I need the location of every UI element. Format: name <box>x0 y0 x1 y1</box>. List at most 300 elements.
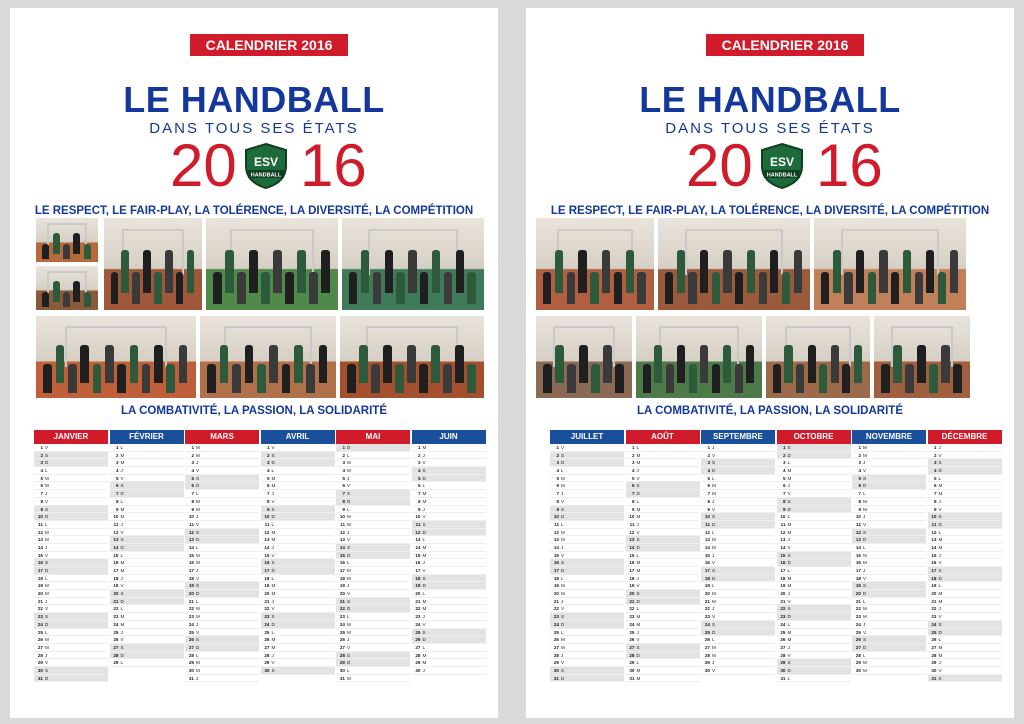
day-row: 3 D <box>261 459 335 467</box>
day-row: 26 S <box>185 636 259 644</box>
day-row: 16 M <box>626 559 700 567</box>
day-row: 16 S <box>550 559 624 567</box>
month-name: OCTOBRE <box>777 430 851 444</box>
day-row: 8 L <box>110 498 184 506</box>
day-row: 28 L <box>185 652 259 660</box>
day-row: 31 D <box>550 675 624 683</box>
day-row: 8 D <box>336 498 410 506</box>
day-row: 15 L <box>626 552 700 560</box>
day-row: 1 V <box>550 444 624 452</box>
year-digits-last: 16 <box>816 132 883 199</box>
day-row: 14 M <box>928 544 1002 552</box>
day-row: 5 V <box>626 475 700 483</box>
day-row: 20 M <box>261 590 335 598</box>
day-row: 15 V <box>261 552 335 560</box>
day-row: 14 M <box>701 544 775 552</box>
day-row: 9 V <box>928 506 1002 514</box>
day-row: 11 M <box>336 521 410 529</box>
day-row: 8 V <box>261 498 335 506</box>
day-row: 17 M <box>110 567 184 575</box>
calendar-title: LE HANDBALL <box>123 79 385 120</box>
day-row: 3 S <box>701 459 775 467</box>
day-row: 23 S <box>550 613 624 621</box>
day-row: 22 V <box>261 605 335 613</box>
month-name: DÉCEMBRE <box>928 430 1002 444</box>
day-row: 17 D <box>34 567 108 575</box>
month-name: AOÛT <box>626 430 700 444</box>
day-row: 6 D <box>852 482 926 490</box>
day-row: 19 M <box>777 582 851 590</box>
day-row: 3 V <box>412 459 486 467</box>
day-row: 4 J <box>626 467 700 475</box>
day-row: 20 M <box>701 590 775 598</box>
day-row: 7 J <box>261 490 335 498</box>
day-row: 18 M <box>336 575 410 583</box>
calendar-page-first-half <box>10 8 498 718</box>
day-row: 16 L <box>336 559 410 567</box>
day-row: 27 M <box>928 644 1002 652</box>
day-row: 13 S <box>626 536 700 544</box>
day-row: 7 M <box>412 490 486 498</box>
year-digits-first: 20 <box>170 132 237 199</box>
day-row: 12 S <box>852 529 926 537</box>
day-row: 20 S <box>110 590 184 598</box>
month-column <box>110 430 184 694</box>
day-row: 15 V <box>34 552 108 560</box>
day-row: 26 L <box>701 636 775 644</box>
day-row: 12 D <box>412 529 486 537</box>
day-row: 30 M <box>185 667 259 675</box>
team-photo <box>766 316 870 398</box>
day-row: 15 M <box>185 552 259 560</box>
day-row: 22 D <box>336 605 410 613</box>
team-photo <box>536 218 654 310</box>
day-row: 21 L <box>185 598 259 606</box>
day-row: 26 J <box>336 636 410 644</box>
day-row: 26 M <box>777 636 851 644</box>
month-column <box>928 430 1002 694</box>
day-row: 22 V <box>550 605 624 613</box>
day-row: 16 M <box>852 559 926 567</box>
day-row: 16 V <box>701 559 775 567</box>
day-row: 21 S <box>336 598 410 606</box>
day-row: 4 D <box>701 467 775 475</box>
day-row: 18 L <box>34 575 108 583</box>
day-row: 21 M <box>412 598 486 606</box>
day-row: 29 M <box>185 659 259 667</box>
day-row: 9 S <box>550 506 624 514</box>
team-photo <box>104 218 202 310</box>
day-row: 6 M <box>701 482 775 490</box>
day-row: 16 D <box>777 559 851 567</box>
day-row: 1 L <box>110 444 184 452</box>
day-row: 23 L <box>336 613 410 621</box>
months-grid <box>550 430 1002 694</box>
day-row: 22 V <box>34 605 108 613</box>
day-row: 29 J <box>928 659 1002 667</box>
day-row: 4 L <box>34 467 108 475</box>
day-row: 4 L <box>550 467 624 475</box>
day-row: 18 D <box>701 575 775 583</box>
day-row: 11 L <box>34 521 108 529</box>
day-row: 21 M <box>701 598 775 606</box>
day-row: 28 M <box>701 652 775 660</box>
day-row: 27 J <box>777 644 851 652</box>
day-row: 28 J <box>261 652 335 660</box>
day-row: 23 D <box>777 613 851 621</box>
day-row: 10 D <box>34 513 108 521</box>
day-row: 20 J <box>777 590 851 598</box>
team-photo <box>36 218 98 262</box>
day-row: 8 M <box>412 498 486 506</box>
day-row: 26 D <box>412 636 486 644</box>
day-row: 13 M <box>701 536 775 544</box>
day-row: 31 M <box>336 675 410 683</box>
day-row: 10 D <box>261 513 335 521</box>
day-row: 19 S <box>185 582 259 590</box>
day-row: 5 L <box>701 475 775 483</box>
day-row: 5 M <box>34 475 108 483</box>
day-row: 9 S <box>34 506 108 514</box>
day-row: 9 L <box>336 506 410 514</box>
day-row: 14 M <box>412 544 486 552</box>
day-row: 25 D <box>928 629 1002 637</box>
day-row: 22 M <box>185 605 259 613</box>
day-row: 26 S <box>852 636 926 644</box>
day-row: 14 D <box>110 544 184 552</box>
day-row: 26 V <box>110 636 184 644</box>
day-row: 30 J <box>412 667 486 675</box>
day-row: 2 S <box>34 452 108 460</box>
day-row: 10 M <box>336 513 410 521</box>
day-row: 29 M <box>852 659 926 667</box>
day-row: 29 M <box>412 659 486 667</box>
day-row: 16 S <box>261 559 335 567</box>
day-row: 27 V <box>336 644 410 652</box>
month-column <box>852 430 926 694</box>
day-row: 19 L <box>701 582 775 590</box>
day-row: 7 J <box>34 490 108 498</box>
day-row: 21 J <box>34 598 108 606</box>
day-row: 4 M <box>777 467 851 475</box>
day-row: 27 M <box>701 644 775 652</box>
day-row: 17 J <box>852 567 926 575</box>
day-row: 30 S <box>550 667 624 675</box>
day-row: 11 J <box>626 521 700 529</box>
day-row: 20 M <box>550 590 624 598</box>
day-row: 7 D <box>110 490 184 498</box>
day-row: 6 S <box>110 482 184 490</box>
logo-band-text: HANDBALL <box>766 172 798 179</box>
day-row: 20 L <box>412 590 486 598</box>
day-row: 31 M <box>626 675 700 683</box>
day-row: 14 V <box>777 544 851 552</box>
day-row: 17 M <box>626 567 700 575</box>
day-row: 12 S <box>185 529 259 537</box>
day-row: 10 S <box>701 513 775 521</box>
day-row: 30 D <box>777 667 851 675</box>
day-row: 7 M <box>928 490 1002 498</box>
day-row: 15 L <box>110 552 184 560</box>
day-row: 14 J <box>261 544 335 552</box>
team-photo <box>636 316 762 398</box>
day-row: 6 V <box>336 482 410 490</box>
day-row: 9 M <box>626 506 700 514</box>
day-row: 3 L <box>777 459 851 467</box>
day-row: 1 M <box>412 444 486 452</box>
month-column <box>626 430 700 694</box>
team-photo <box>814 218 966 310</box>
day-row: 8 V <box>550 498 624 506</box>
day-row: 4 L <box>261 467 335 475</box>
month-column <box>777 430 851 694</box>
day-row: 4 J <box>110 467 184 475</box>
month-name: NOVEMBRE <box>852 430 926 444</box>
day-row: 1 S <box>777 444 851 452</box>
day-row: 29 V <box>34 659 108 667</box>
day-row: 3 M <box>336 459 410 467</box>
day-row: 7 J <box>550 490 624 498</box>
day-row: 23 J <box>412 613 486 621</box>
club-shield-logo <box>758 142 806 190</box>
day-row: 7 L <box>185 490 259 498</box>
day-row: 10 D <box>550 513 624 521</box>
values-line-top: LE RESPECT, LE FAIR-PLAY, LA TOLÉRENCE, LA DIVERSITÉ, LA COMPÉTITION <box>550 205 990 217</box>
day-row: 19 J <box>336 582 410 590</box>
month-name: JUILLET <box>550 430 624 444</box>
calendar-badge: CALENDRIER 2016 <box>190 34 348 56</box>
day-row: 29 S <box>777 659 851 667</box>
day-row: 14 J <box>550 544 624 552</box>
month-column <box>336 430 410 694</box>
day-row: 20 D <box>185 590 259 598</box>
day-row: 13 V <box>336 536 410 544</box>
day-row: 23 M <box>110 613 184 621</box>
day-row: 4 V <box>185 467 259 475</box>
month-name: JUIN <box>412 430 486 444</box>
day-row: 24 M <box>336 621 410 629</box>
logo-band-text: HANDBALL <box>250 172 282 179</box>
day-row: 20 M <box>34 590 108 598</box>
day-row: 1 D <box>336 444 410 452</box>
day-row: 6 M <box>928 482 1002 490</box>
month-name: SEPTEMBRE <box>701 430 775 444</box>
month-name: JANVIER <box>34 430 108 444</box>
day-row: 27 M <box>261 644 335 652</box>
day-row: 22 L <box>626 605 700 613</box>
day-row: 16 M <box>185 559 259 567</box>
day-row: 13 M <box>34 536 108 544</box>
day-row: 12 M <box>34 529 108 537</box>
day-row: 4 M <box>336 467 410 475</box>
day-row: 31 D <box>34 675 108 683</box>
day-row: 21 J <box>550 598 624 606</box>
day-row: 17 L <box>777 567 851 575</box>
day-row: 3 J <box>852 459 926 467</box>
day-row: 8 J <box>701 498 775 506</box>
day-row: 1 J <box>928 444 1002 452</box>
day-row: 15 M <box>852 552 926 560</box>
day-row: 19 D <box>412 582 486 590</box>
day-row: 10 M <box>110 513 184 521</box>
day-row: 2 M <box>626 452 700 460</box>
team-photo <box>874 316 970 398</box>
day-row: 3 M <box>110 459 184 467</box>
day-row: 16 V <box>928 559 1002 567</box>
day-row: 22 J <box>701 605 775 613</box>
day-row: 14 S <box>336 544 410 552</box>
day-row: 15 D <box>336 552 410 560</box>
calendar-subtitle: DANS TOUS SES ÉTATS <box>665 120 875 137</box>
day-row: 27 M <box>550 644 624 652</box>
day-row: 2 J <box>412 452 486 460</box>
values-line-top: LE RESPECT, LE FAIR-PLAY, LA TOLÉRENCE, LA DIVERSITÉ, LA COMPÉTITION <box>34 205 474 217</box>
day-row: 1 M <box>852 444 926 452</box>
calendar-badge: CALENDRIER 2016 <box>706 34 864 56</box>
day-row: 25 L <box>34 629 108 637</box>
day-row: 21 L <box>852 598 926 606</box>
day-row: 22 M <box>852 605 926 613</box>
day-row: 28 J <box>34 652 108 660</box>
day-row: 13 S <box>110 536 184 544</box>
day-row: 22 M <box>412 605 486 613</box>
day-row: 8 M <box>185 498 259 506</box>
day-row: 12 L <box>701 529 775 537</box>
day-row: 3 D <box>550 459 624 467</box>
day-row: 13 M <box>928 536 1002 544</box>
day-row: 25 V <box>852 629 926 637</box>
day-row: 23 M <box>626 613 700 621</box>
day-row: 23 M <box>852 613 926 621</box>
day-row: 30 V <box>928 667 1002 675</box>
day-row: 25 L <box>261 629 335 637</box>
day-row: 16 J <box>412 559 486 567</box>
day-row: 31 L <box>777 675 851 683</box>
day-row: 10 M <box>626 513 700 521</box>
day-row: 2 D <box>777 452 851 460</box>
calendar-title: LE HANDBALL <box>639 79 901 120</box>
month-column <box>412 430 486 694</box>
day-row: 22 L <box>110 605 184 613</box>
day-row: 9 M <box>852 506 926 514</box>
day-row: 3 J <box>185 459 259 467</box>
day-row: 28 D <box>110 652 184 660</box>
values-line-bottom: LA COMBATIVITÉ, LA PASSION, LA SOLIDARITÉ <box>121 405 387 417</box>
day-row: 17 D <box>550 567 624 575</box>
day-row: 23 V <box>928 613 1002 621</box>
day-row: 28 D <box>626 652 700 660</box>
day-row: 1 J <box>701 444 775 452</box>
day-row: 26 V <box>626 636 700 644</box>
day-row: 25 L <box>550 629 624 637</box>
club-shield-logo <box>242 142 290 190</box>
month-name: AVRIL <box>261 430 335 444</box>
day-row: 27 S <box>110 644 184 652</box>
day-row: 21 V <box>777 598 851 606</box>
day-row: 6 L <box>412 482 486 490</box>
day-row: 24 M <box>110 621 184 629</box>
day-row: 21 D <box>110 598 184 606</box>
day-row: 23 V <box>701 613 775 621</box>
months-grid <box>34 430 486 694</box>
day-row: 16 M <box>110 559 184 567</box>
day-row: 7 M <box>701 490 775 498</box>
day-row: 12 V <box>110 529 184 537</box>
day-row: 27 S <box>626 644 700 652</box>
day-row: 24 S <box>928 621 1002 629</box>
day-row: 11 J <box>110 521 184 529</box>
day-row: 9 J <box>412 506 486 514</box>
day-row: 11 D <box>701 521 775 529</box>
day-row: 19 L <box>928 582 1002 590</box>
day-row: 1 L <box>626 444 700 452</box>
day-row: 26 M <box>261 636 335 644</box>
day-row: 5 L <box>928 475 1002 483</box>
day-row: 24 D <box>34 621 108 629</box>
day-row: 29 V <box>550 659 624 667</box>
day-row: 18 L <box>550 575 624 583</box>
day-row: 11 V <box>185 521 259 529</box>
day-row: 28 M <box>928 652 1002 660</box>
day-row: 25 M <box>777 629 851 637</box>
day-row: 9 S <box>261 506 335 514</box>
day-row: 12 V <box>626 529 700 537</box>
day-row: 19 V <box>626 582 700 590</box>
day-row: 24 V <box>412 621 486 629</box>
day-row: 8 L <box>626 498 700 506</box>
day-row: 18 J <box>626 575 700 583</box>
day-row: 15 J <box>701 552 775 560</box>
day-row: 2 V <box>701 452 775 460</box>
day-row: 9 V <box>701 506 775 514</box>
day-row: 25 D <box>701 629 775 637</box>
day-row: 29 D <box>336 659 410 667</box>
day-row: 3 M <box>626 459 700 467</box>
day-row: 25 J <box>110 629 184 637</box>
day-row: 8 S <box>777 498 851 506</box>
day-row: 31 J <box>185 675 259 683</box>
day-row: 12 M <box>777 529 851 537</box>
team-photo <box>536 316 632 398</box>
day-row: 18 V <box>185 575 259 583</box>
day-row: 25 S <box>412 629 486 637</box>
day-row: 10 J <box>852 513 926 521</box>
day-row: 11 D <box>928 521 1002 529</box>
day-row: 31 S <box>928 675 1002 683</box>
day-row: 10 J <box>185 513 259 521</box>
day-row: 6 M <box>34 482 108 490</box>
day-row: 1 M <box>185 444 259 452</box>
day-row: 17 S <box>928 567 1002 575</box>
day-row: 13 M <box>550 536 624 544</box>
day-row: 8 M <box>852 498 926 506</box>
day-row: 27 D <box>852 644 926 652</box>
day-row: 2 S <box>550 452 624 460</box>
day-row: 25 J <box>626 629 700 637</box>
day-row: 24 D <box>261 621 335 629</box>
day-row: 18 J <box>110 575 184 583</box>
day-row: 5 M <box>261 475 335 483</box>
day-row: 2 V <box>928 452 1002 460</box>
day-row: 12 M <box>550 529 624 537</box>
day-row: 24 M <box>626 621 700 629</box>
day-row: 2 S <box>261 452 335 460</box>
day-row: 27 M <box>34 644 108 652</box>
day-row: 7 V <box>777 490 851 498</box>
day-row: 15 J <box>928 552 1002 560</box>
day-row: 17 M <box>336 567 410 575</box>
day-row: 26 L <box>928 636 1002 644</box>
